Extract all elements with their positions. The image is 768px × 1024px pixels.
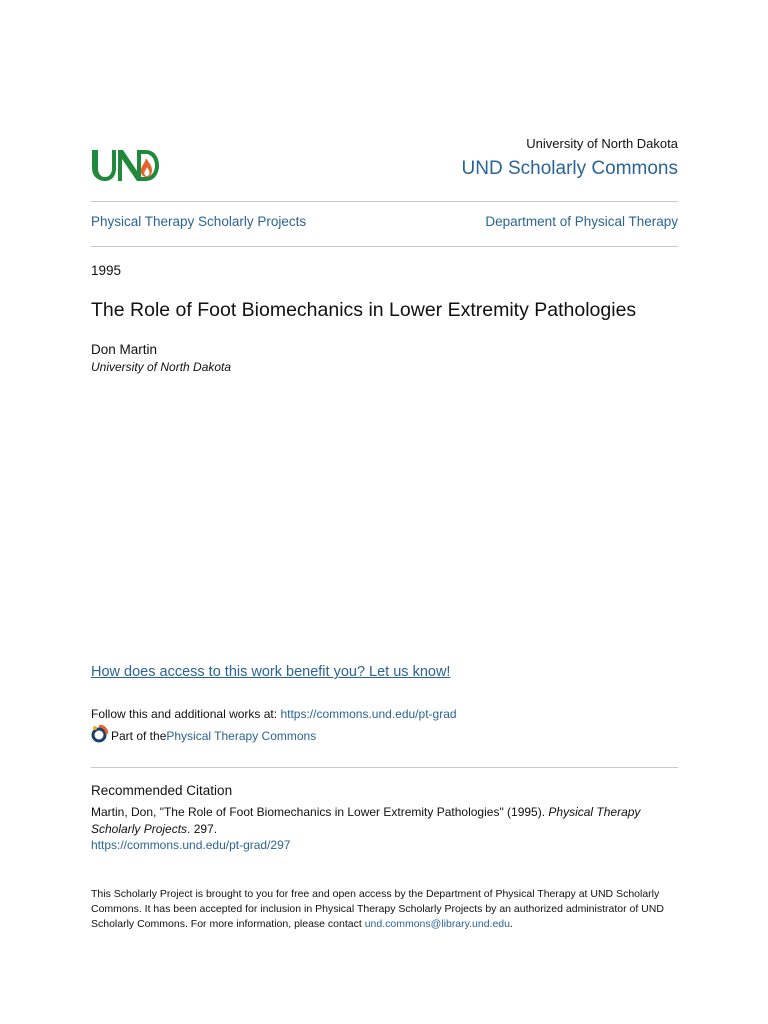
footer-end: . <box>510 918 513 930</box>
bepress-commons-icon <box>91 725 108 743</box>
article-title: The Role of Foot Biomechanics in Lower Extremity Pathologies <box>91 299 637 321</box>
follow-label: Follow this and additional works at: <box>91 707 281 721</box>
cover-page <box>91 0 678 1024</box>
collection-link[interactable]: Physical Therapy Scholarly Projects <box>91 214 307 229</box>
header <box>91 134 678 194</box>
author-affiliation: University of North Dakota <box>91 360 232 374</box>
author-name: Don Martin <box>91 342 158 357</box>
und-logo[interactable] <box>91 148 159 182</box>
institution-name: University of North Dakota <box>526 136 678 151</box>
follow-line <box>91 707 457 721</box>
follow-url-link[interactable]: https://commons.und.edu/pt-grad <box>280 707 457 721</box>
part-of-label: Part of the <box>111 729 167 743</box>
citation-number: . 297. <box>187 821 218 836</box>
citation-series: Physical Therapy Scholarly Projects <box>91 805 641 836</box>
discipline-commons-link[interactable]: Physical Therapy Commons <box>166 729 317 743</box>
citation-heading: Recommended Citation <box>91 783 233 798</box>
footer-notice <box>91 887 678 932</box>
department-link[interactable]: Department of Physical Therapy <box>485 214 678 229</box>
citation-text: Martin, Don, "The Role of Foot Biomechanics in Lower Extremity Pathologies" (1995). <box>91 805 549 819</box>
footer-text: This Scholarly Project is brought to you for free and open access by the Department of Physical Therapy at UND Scholarly Commons. It has been accepted for inclusion in Physical Therapy Scholarly Projects by an authorized administrator of UND Scholarly Commons. For more information, please contact <box>91 888 664 930</box>
benefit-feedback-link[interactable]: How does access to this work benefit you? Let us know! <box>91 664 451 680</box>
publication-year: 1995 <box>91 263 122 278</box>
header-divider <box>91 201 678 202</box>
citation-url-link[interactable]: https://commons.und.edu/pt-grad/297 <box>91 838 291 852</box>
citation-block <box>91 804 678 854</box>
breadcrumb-divider <box>91 246 678 247</box>
contact-email-link[interactable]: und.commons@library.und.edu <box>364 918 510 930</box>
citation-divider <box>91 767 678 768</box>
part-of-line <box>91 729 316 743</box>
repository-link[interactable]: UND Scholarly Commons <box>461 158 678 179</box>
